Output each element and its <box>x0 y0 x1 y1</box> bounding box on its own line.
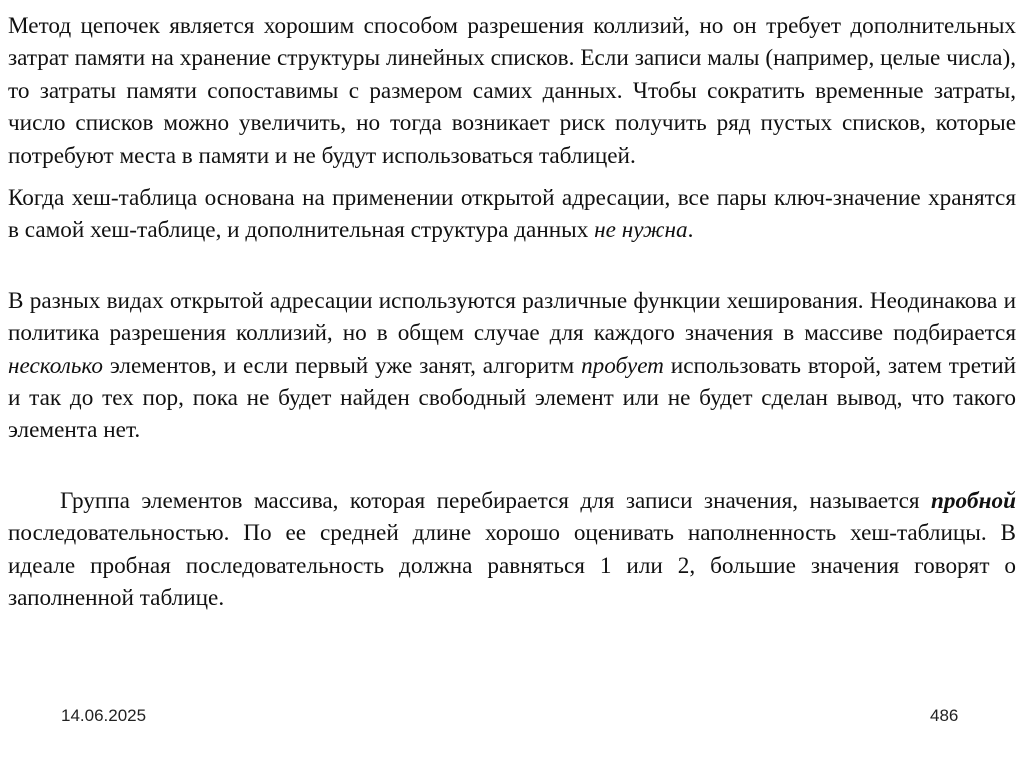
footer-date: 14.06.2025 <box>61 706 147 725</box>
paragraph-open-addressing <box>8 182 1016 247</box>
paragraph-chaining-method <box>8 10 1016 172</box>
paragraph-hash-functions <box>8 285 1016 447</box>
page-number: 486 <box>930 706 959 725</box>
emphasis-text: не нужна <box>594 217 688 244</box>
paragraph-text: последовательностью. По ее средней длине хорошо оценивать наполненность хеш-таблицы. В идеале пробная последовательность должна равняться 1 или 2, большие значения говорят о заполненной таблице. <box>8 520 1016 612</box>
term-highlight: пробной <box>930 487 1016 514</box>
paragraph-text: . <box>687 217 694 244</box>
paragraph-text: Когда хеш-таблица основана на применении открытой адресации, все пары ключ-значение хранятся в самой хеш-таблице, и дополнительная структура данных <box>8 185 1016 244</box>
emphasis-text: пробует <box>581 352 664 379</box>
slide-body <box>8 10 1016 615</box>
emphasis-text: несколько <box>8 352 103 379</box>
paragraph-text: Метод цепочек является хорошим способом разрешения коллизий, но он требует дополнительных затрат памяти на хранение структуры линейных списков. Если записи малы (например, целые числа), то затраты памяти сопоставимы с размером самих данных. Чтобы сократить временные затраты, число списков можно увеличить, но тогда возникает риск получить ряд пустых списков, которые потребуют места в памяти и не будут использоваться таблицей. <box>8 13 1016 169</box>
paragraph-text: Группа элементов массива, которая перебирается для записи значения, называется <box>60 487 931 514</box>
paragraph-text: использовать второй, затем третий и так до тех пор, пока не будет найден свободный элемент или не будет сделан вывод, что такого элемента нет. <box>8 352 1017 444</box>
paragraph-text: В разных видах открытой адресации используются различные функции хеширования. Неодинакова и политика разрешения коллизий, но в общем случае для каждого значения в массиве подбирается <box>8 287 1016 347</box>
paragraph-probe-sequence <box>8 485 1016 615</box>
paragraph-text: элементов, и если первый уже занят, алгоритм <box>102 352 582 379</box>
